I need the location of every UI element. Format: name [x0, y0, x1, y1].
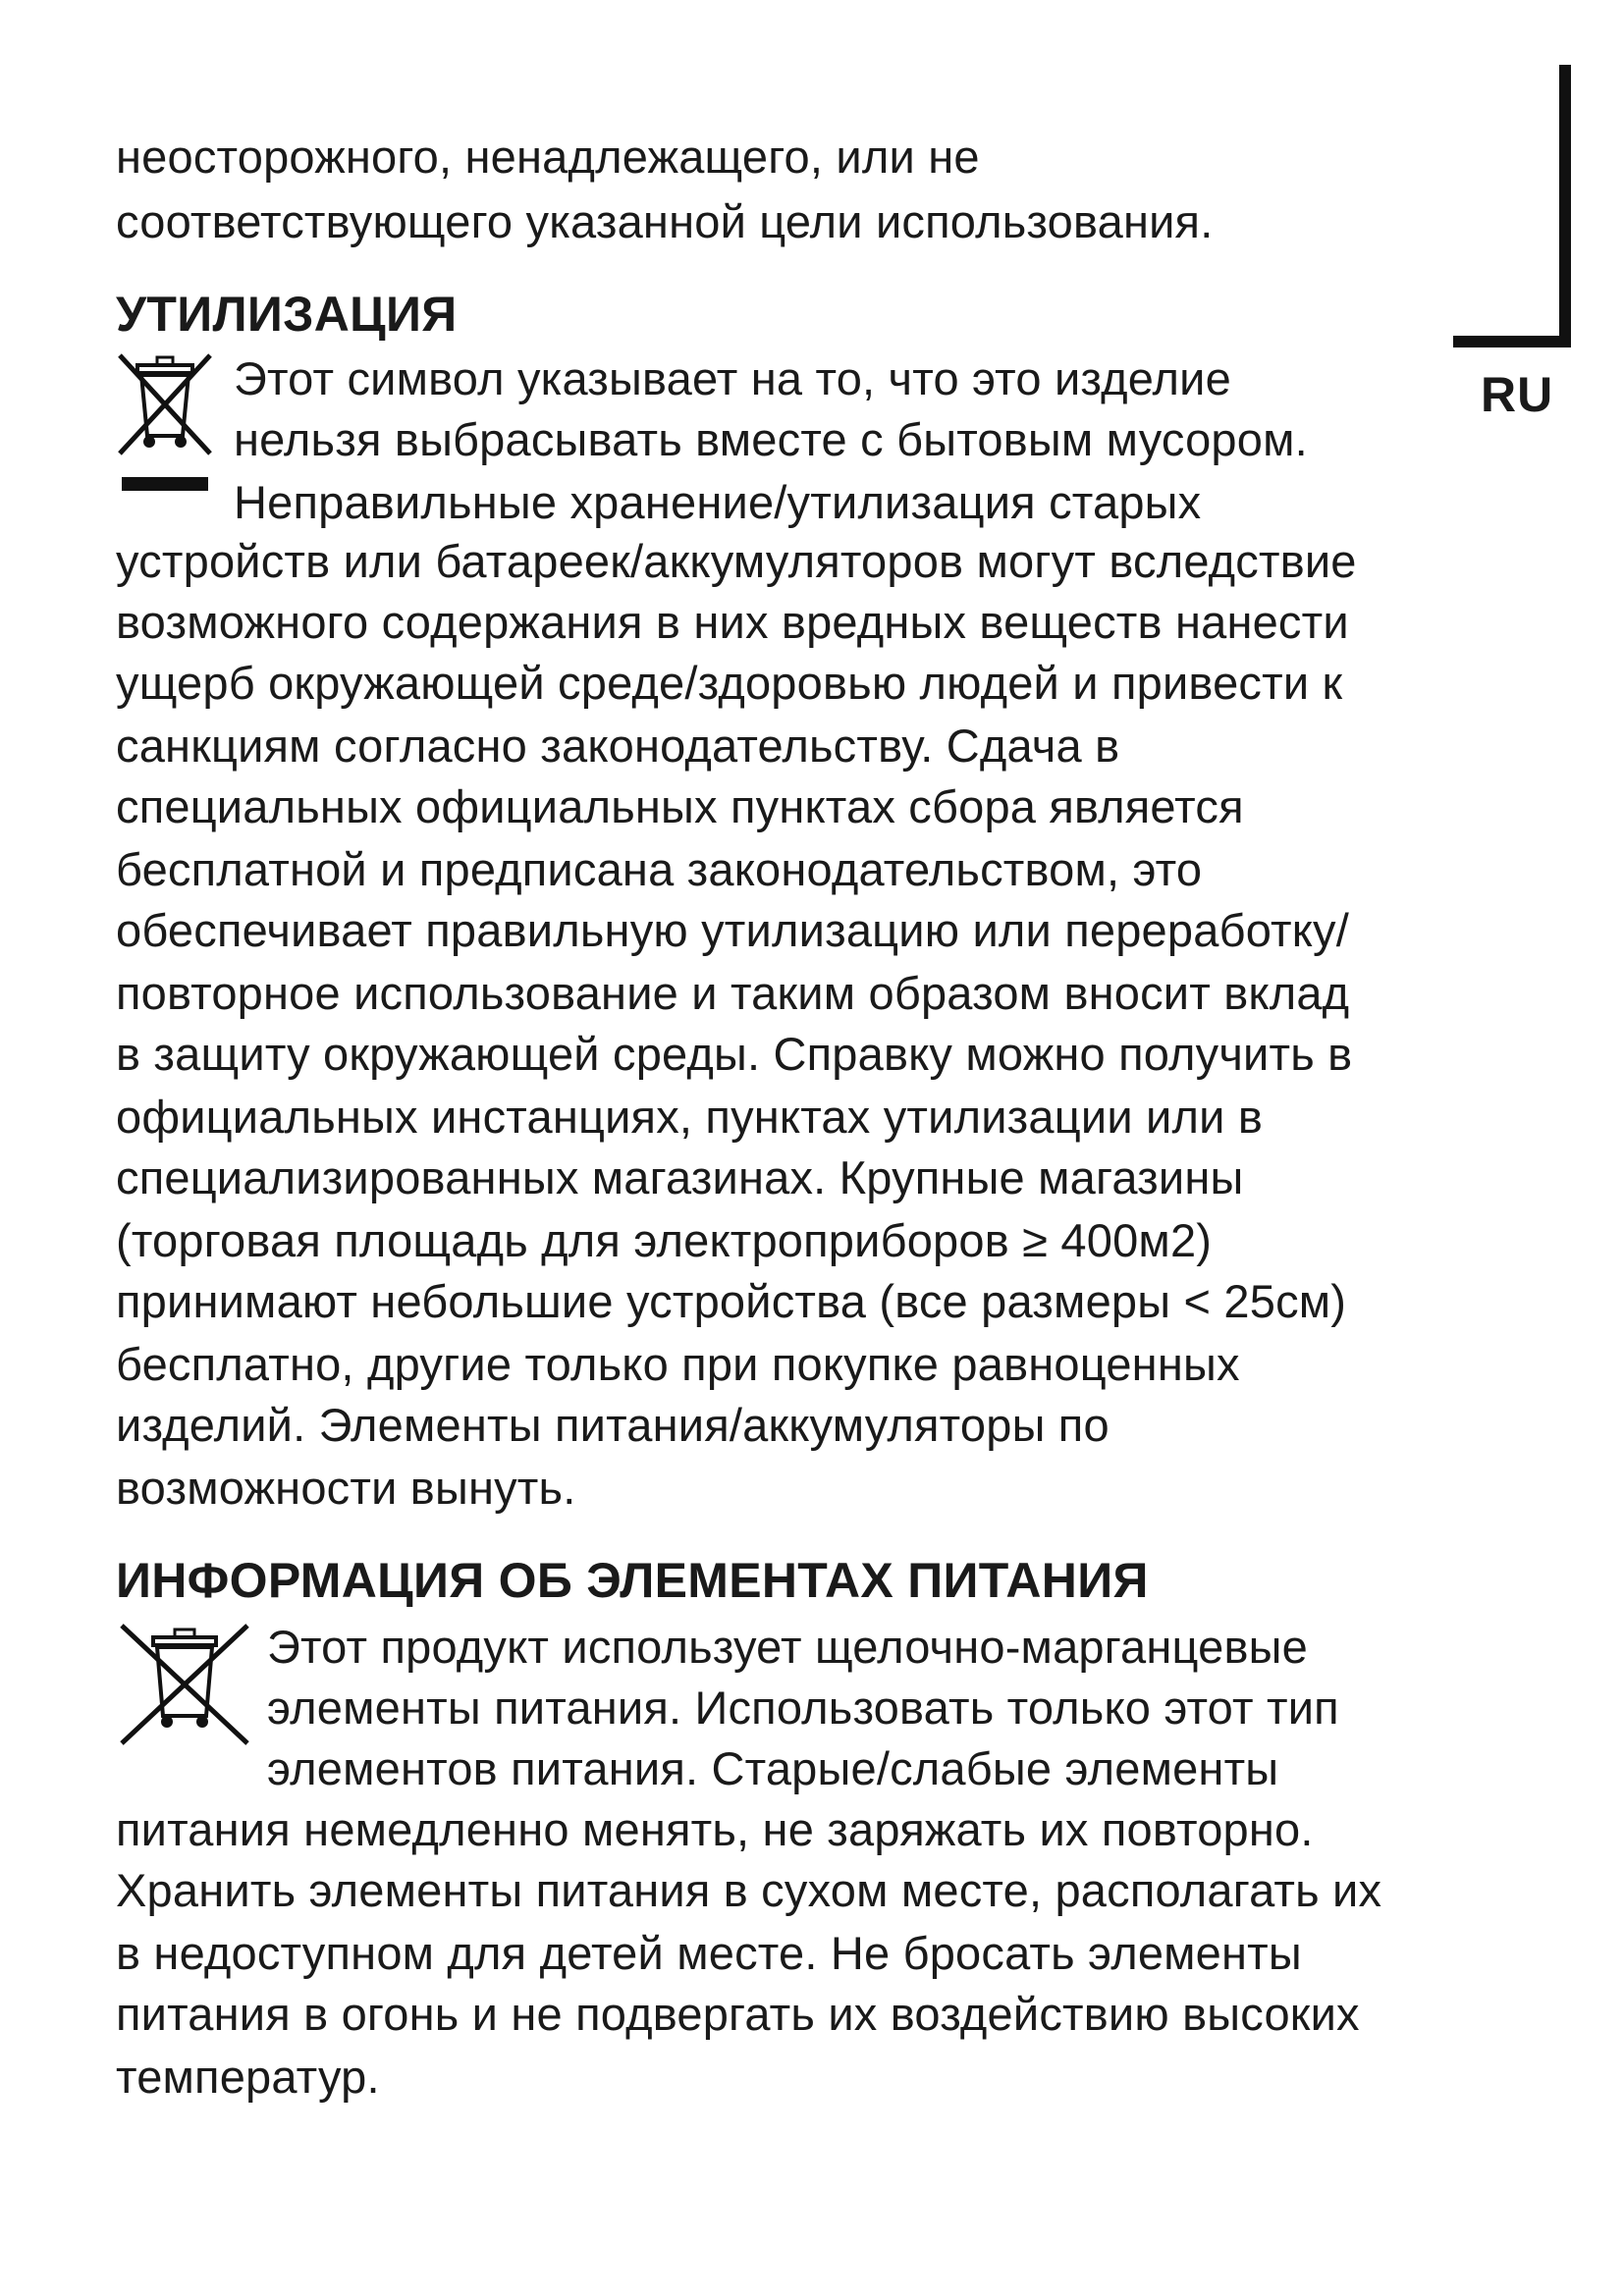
batteries-line-5: Хранить элементы питания в сухом месте, располагать их — [116, 1864, 1382, 1916]
intro-line-1: неосторожного, ненадлежащего, или не — [116, 131, 980, 183]
disposal-line-3: Неправильные хранение/утилизация старых — [234, 476, 1202, 528]
batteries-line-4: питания немедленно менять, не заряжать их повторно. — [116, 1803, 1314, 1855]
intro-line-2: соответствующего указанной цели использования. — [116, 195, 1214, 247]
disposal-line-18: изделий. Элементы питания/аккумуляторы по — [116, 1399, 1110, 1451]
disposal-line-11: повторное использование и таким образом вносит вклад — [116, 967, 1350, 1019]
disposal-line-16: принимают небольшие устройства (все размеры < 25см) — [116, 1275, 1347, 1327]
batteries-heading: ИНФОРМАЦИЯ ОБ ЭЛЕМЕНТАХ ПИТАНИЯ — [116, 1553, 1149, 1608]
disposal-line-8: специальных официальных пунктах сбора является — [116, 780, 1244, 832]
disposal-line-5: возможного содержания в них вредных веществ нанести — [116, 596, 1349, 648]
batteries-line-3: элементов питания. Старые/слабые элементы — [267, 1742, 1279, 1794]
language-label: RU — [1481, 367, 1554, 422]
disposal-line-13: официальных инстанциях, пунктах утилизации или в — [116, 1091, 1264, 1143]
disposal-line-2: нельзя выбрасывать вместе с бытовым мусором. — [234, 413, 1308, 465]
batteries-line-1: Этот продукт использует щелочно-марганцевые — [267, 1621, 1308, 1673]
disposal-line-1: Этот символ указывает на то, что это изделие — [234, 352, 1231, 404]
disposal-line-15: (торговая площадь для электроприборов ≥ 400м2) — [116, 1214, 1213, 1266]
disposal-heading: УТИЛИЗАЦИЯ — [116, 287, 458, 342]
crossed-out-wheelie-bin-icon — [116, 351, 214, 499]
crossed-out-battery-bin-icon — [116, 1622, 253, 1749]
page-corner-mark — [1453, 65, 1591, 349]
disposal-line-6: ущерб окружающей среде/здоровью людей и привести к — [116, 657, 1343, 709]
disposal-line-12: в защиту окружающей среды. Справку можно получить в — [116, 1028, 1353, 1080]
batteries-line-6: в недоступном для детей месте. Не бросать элементы — [116, 1927, 1302, 1979]
disposal-line-14: специализированных магазинах. Крупные магазины — [116, 1151, 1244, 1203]
disposal-line-4: устройств или батареек/аккумуляторов могут вследствие — [116, 535, 1357, 587]
disposal-line-10: обеспечивает правильную утилизацию или переработку/ — [116, 904, 1349, 956]
disposal-line-17: бесплатно, другие только при покупке равноценных — [116, 1338, 1240, 1390]
batteries-line-2: элементы питания. Использовать только этот тип — [267, 1682, 1339, 1734]
batteries-line-8: температур. — [116, 2051, 380, 2103]
disposal-line-9: бесплатной и предписана законодательством, это — [116, 843, 1203, 895]
batteries-line-7: питания в огонь и не подвергать их воздействию высоких — [116, 1988, 1360, 2040]
disposal-line-7: санкциям согласно законодательству. Сдача в — [116, 720, 1120, 772]
disposal-line-19: возможности вынуть. — [116, 1462, 576, 1514]
